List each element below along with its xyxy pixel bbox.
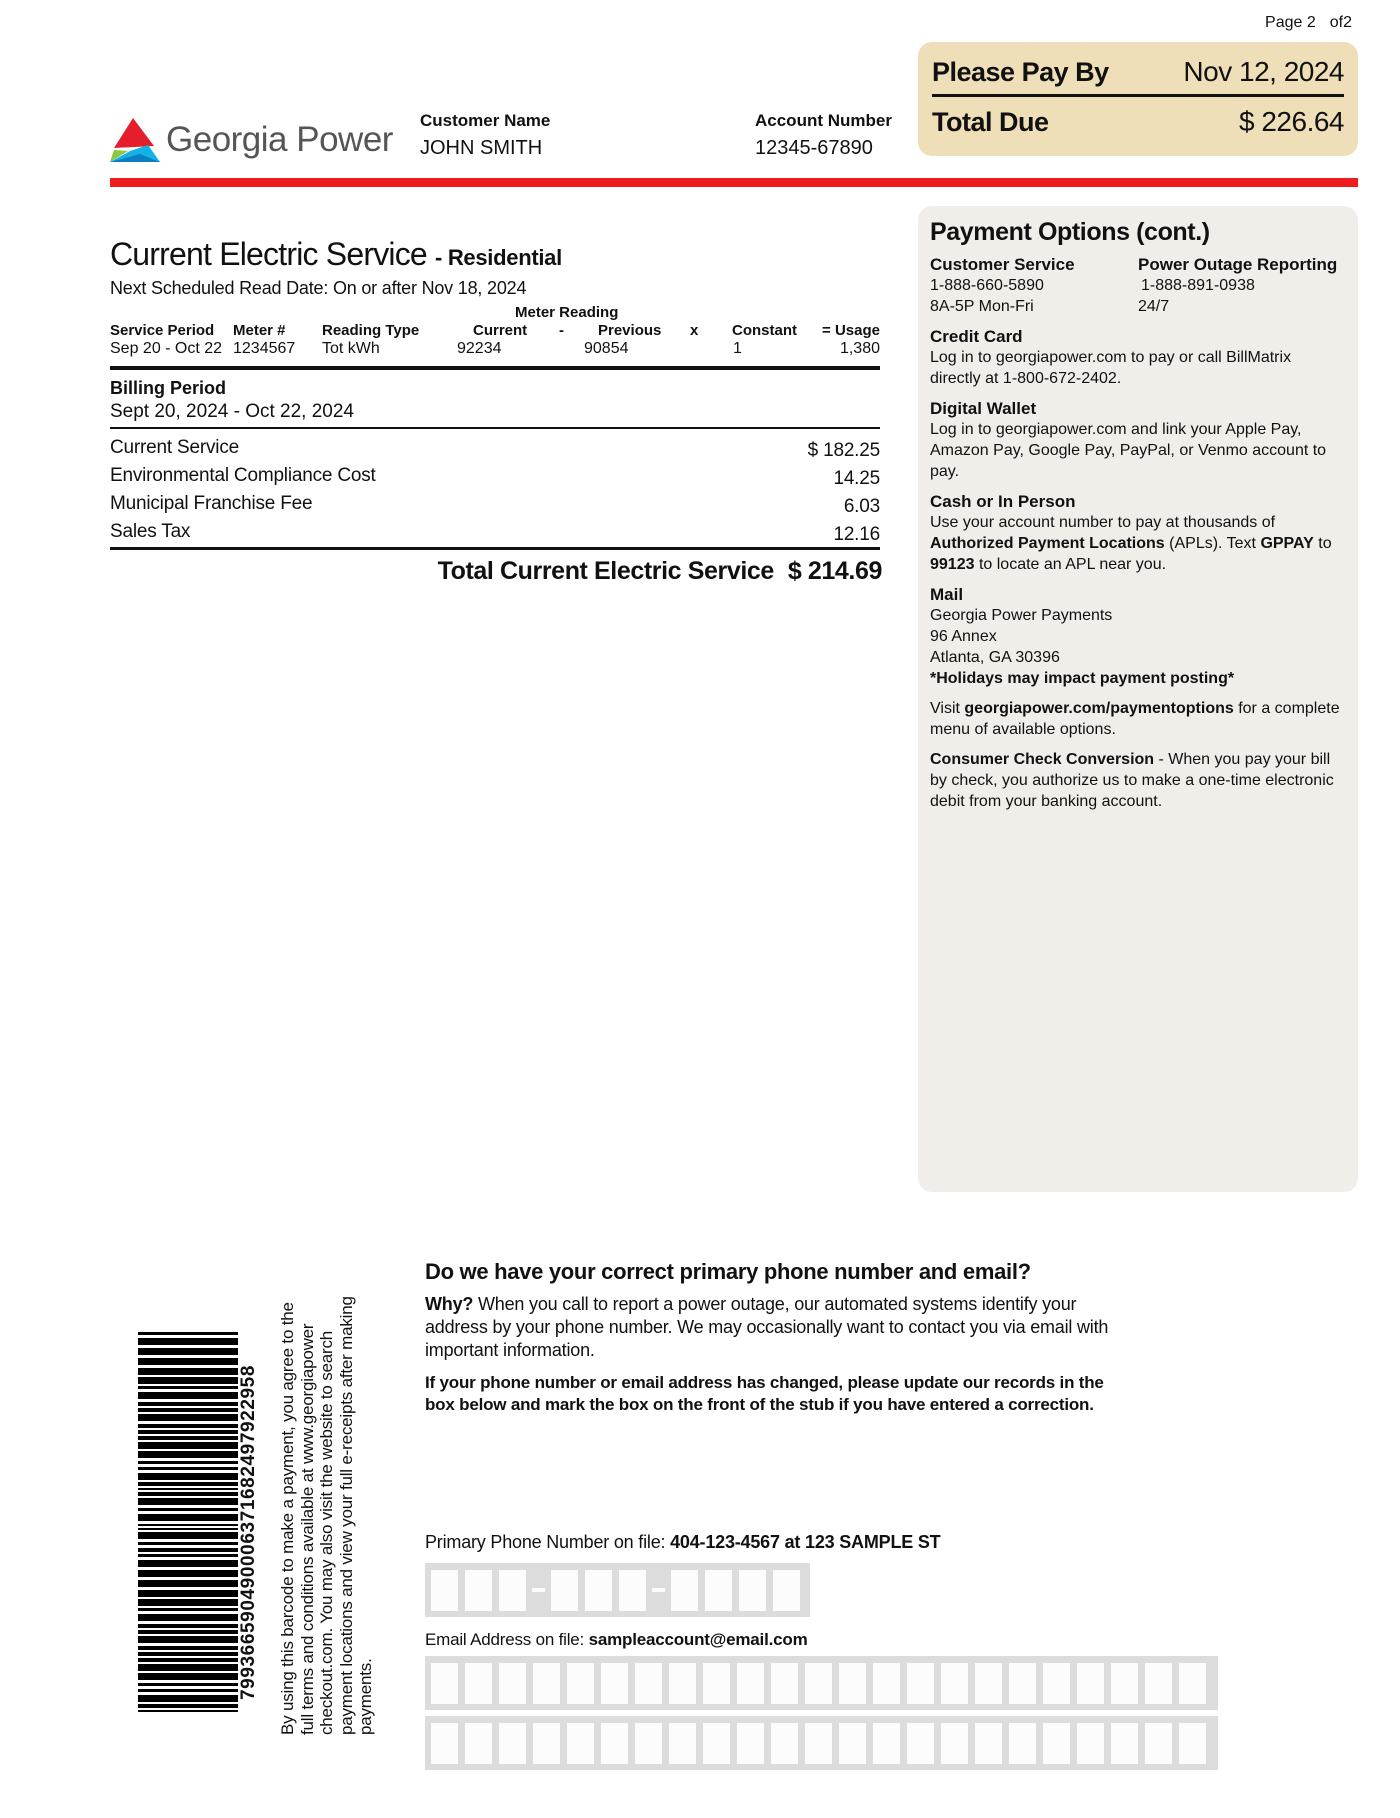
email-char-cell[interactable] — [499, 1723, 526, 1764]
customer-name-label: Customer Name — [420, 111, 551, 130]
barcode-bar — [138, 1424, 238, 1428]
outage-phone: 1-888-891-0938 — [1141, 277, 1255, 294]
mail-heading: Mail — [930, 585, 964, 604]
account-number: 12345-67890 — [755, 137, 873, 159]
barcode-bar — [138, 1436, 238, 1440]
barcode-bar — [138, 1386, 238, 1389]
total-due-label: Total Due — [932, 107, 1049, 137]
barcode-bar — [138, 1508, 238, 1511]
total-due-row — [932, 106, 1344, 138]
charge-label: Environmental Compliance Cost — [110, 465, 376, 486]
charge-amount: $ 182.25 — [807, 440, 880, 461]
text-shortcode: 99123 — [930, 556, 975, 573]
barcode-bar — [138, 1599, 238, 1606]
charge-row — [110, 465, 880, 493]
barcode-bar — [138, 1689, 238, 1692]
credit-card-heading: Credit Card — [930, 327, 1023, 346]
email-char-cell[interactable] — [941, 1663, 968, 1704]
barcode-bar — [138, 1608, 238, 1611]
col-header-previous: Previous — [598, 322, 662, 339]
text-keyword: GPPAY — [1260, 535, 1314, 552]
email-entry-boxes-row-1[interactable] — [425, 1656, 1218, 1710]
email-char-cell[interactable] — [533, 1663, 560, 1704]
phone-digit-cell[interactable] — [585, 1570, 612, 1611]
credit-card-block — [930, 326, 1346, 389]
barcode-bar — [138, 1482, 238, 1486]
barcode-bar — [138, 1624, 238, 1628]
email-char-cell[interactable] — [975, 1663, 1002, 1704]
email-char-cell[interactable] — [1145, 1663, 1172, 1704]
phone-label: Primary Phone Number on file: — [425, 1532, 671, 1552]
meter-table-rule — [110, 366, 880, 370]
barcode-bar — [138, 1348, 238, 1355]
credit-card-text: Log in to georgiapower.com to pay or call BillMatrix directly at 1-800-672-2402. — [930, 349, 1292, 387]
phone-digit-cell[interactable] — [671, 1570, 698, 1611]
outage-hours: 24/7 — [1138, 298, 1170, 315]
cell-service-period: Sep 20 - Oct 22 — [110, 340, 223, 357]
payment-barcode — [138, 1332, 238, 1717]
email-char-cell[interactable] — [1145, 1723, 1172, 1764]
barcode-bar — [138, 1695, 238, 1702]
georgia-power-logo — [110, 118, 393, 162]
email-on-file — [425, 1630, 807, 1650]
barcode-bar — [138, 1377, 238, 1384]
email-char-cell[interactable] — [737, 1723, 764, 1764]
email-entry-boxes-row-2[interactable] — [425, 1716, 1218, 1770]
charge-label: Municipal Franchise Fee — [110, 493, 313, 514]
barcode-bar — [138, 1683, 238, 1686]
email-char-cell[interactable] — [805, 1723, 832, 1764]
contact-update-note: If your phone number or email address has changed, please update our records in the box below and mark the box on the front of the stub if you have entered a correction. — [425, 1373, 1104, 1414]
phone-digit-cell[interactable] — [773, 1570, 800, 1611]
charge-label: Current Service — [110, 437, 239, 458]
barcode-bar — [138, 1532, 238, 1539]
pay-by-date: Nov 12, 2024 — [1183, 56, 1344, 87]
phone-digit-cell[interactable] — [465, 1570, 492, 1611]
page-total: of2 — [1329, 14, 1352, 31]
total-due-amount: $ 226.64 — [1239, 106, 1344, 137]
email-char-cell[interactable] — [669, 1723, 696, 1764]
authorized-locations: Authorized Payment Locations — [930, 535, 1165, 552]
col-header-minus: - — [559, 322, 564, 339]
email-char-cell[interactable] — [975, 1723, 1002, 1764]
payment-options-link[interactable]: georgiapower.com/paymentoptions — [964, 700, 1234, 717]
phone-digit-cell[interactable] — [431, 1570, 458, 1611]
amount-due-box — [918, 42, 1358, 156]
service-title: Current Electric Service - Residential — [110, 236, 562, 272]
barcode-bar — [138, 1560, 238, 1567]
email-char-cell[interactable] — [703, 1723, 730, 1764]
barcode-bar — [138, 1392, 238, 1399]
billing-period-label: Billing Period — [110, 378, 227, 398]
email-char-cell[interactable] — [431, 1723, 458, 1764]
mail-block — [930, 584, 1346, 689]
email-char-cell[interactable] — [1111, 1663, 1138, 1704]
barcode-bar — [138, 1590, 238, 1597]
barcode-bar — [138, 1442, 238, 1449]
service-total-label: Total Current Electric Service — [437, 557, 774, 585]
email-char-cell[interactable] — [907, 1663, 934, 1704]
barcode-bar — [138, 1451, 238, 1458]
barcode-number: 799366590490006371682497922958 — [238, 1364, 259, 1700]
service-type: Residential — [447, 245, 562, 270]
page-indicator — [1265, 14, 1352, 32]
phone-on-file — [425, 1532, 940, 1553]
col-header-times: x — [690, 322, 699, 339]
barcode-bar — [138, 1636, 238, 1643]
cash-block — [930, 491, 1346, 575]
email-label: Email Address on file: — [425, 1630, 589, 1649]
contact-numbers — [930, 254, 1346, 317]
outage-heading: Power Outage Reporting — [1138, 255, 1338, 274]
barcode-bar — [138, 1467, 238, 1470]
customer-service-block — [930, 254, 1138, 317]
barcode-bar — [138, 1498, 238, 1505]
logo-text: Georgia Power — [166, 120, 393, 159]
barcode-bar — [138, 1570, 238, 1577]
email-char-cell[interactable] — [635, 1723, 662, 1764]
email-char-cell[interactable] — [771, 1723, 798, 1764]
charge-amount: 14.25 — [833, 468, 880, 489]
service-total — [110, 557, 882, 586]
cell-usage: 1,380 — [839, 340, 880, 357]
phone-digit-cell[interactable] — [619, 1570, 646, 1611]
email-char-cell[interactable] — [1043, 1663, 1070, 1704]
email-char-cell[interactable] — [601, 1663, 628, 1704]
barcode-bar — [138, 1630, 238, 1634]
phone-digit-cell[interactable] — [551, 1570, 578, 1611]
digital-wallet-text: Log in to georgiapower.com and link your Apple Pay, Amazon Pay, Google Pay, PayPal, or Venmo account to pay. — [930, 421, 1327, 480]
phone-digit-cell[interactable] — [499, 1570, 526, 1611]
barcode-bar — [138, 1528, 238, 1530]
email-value: sampleaccount@email.com — [588, 1630, 808, 1649]
customer-service-phone: 1-888-660-5890 — [930, 277, 1044, 294]
email-char-cell[interactable] — [465, 1663, 492, 1704]
page-number: Page 2 — [1265, 14, 1316, 31]
header-divider — [110, 178, 1358, 187]
barcode-bar — [138, 1368, 238, 1375]
email-char-cell[interactable] — [635, 1663, 662, 1704]
charge-label: Sales Tax — [110, 521, 191, 542]
cell-previous: 90854 — [584, 340, 629, 357]
service-title-text: Current Electric Service — [110, 236, 427, 272]
email-char-cell[interactable] — [1043, 1723, 1070, 1764]
barcode-bar — [138, 1492, 238, 1496]
email-char-cell[interactable] — [499, 1663, 526, 1704]
charge-amount: 6.03 — [843, 496, 880, 517]
barcode-bar — [138, 1542, 238, 1545]
mail-line: Georgia Power Payments — [930, 607, 1113, 624]
email-char-cell[interactable] — [1077, 1663, 1104, 1704]
charge-row — [110, 437, 880, 465]
email-char-cell[interactable] — [567, 1723, 594, 1764]
phone-digit-cell[interactable] — [739, 1570, 766, 1611]
email-char-cell[interactable] — [873, 1723, 900, 1764]
email-char-cell[interactable] — [431, 1663, 458, 1704]
charges-list — [110, 437, 880, 549]
meter-reading-caption: Meter Reading — [515, 304, 619, 321]
charge-amount: 12.16 — [833, 524, 880, 545]
barcode-bar — [138, 1338, 238, 1345]
cash-text-3: to — [1313, 535, 1332, 552]
payment-options-panel — [918, 206, 1358, 1192]
charge-row — [110, 493, 880, 521]
col-header-service-period: Service Period — [110, 322, 215, 339]
billing-period: Sept 20, 2024 - Oct 22, 2024 — [110, 401, 355, 422]
email-char-cell[interactable] — [533, 1723, 560, 1764]
phone-dash-separator — [652, 1588, 665, 1592]
barcode-bar — [138, 1652, 238, 1656]
customer-service-heading: Customer Service — [930, 255, 1075, 274]
triangle-logo-icon — [110, 118, 160, 162]
email-char-cell[interactable] — [601, 1723, 628, 1764]
email-char-cell[interactable] — [839, 1663, 866, 1704]
why-label: Why? — [425, 1294, 474, 1314]
barcode-bar — [138, 1664, 238, 1671]
barcode-bar — [138, 1580, 238, 1587]
col-header-usage: = Usage — [822, 322, 880, 339]
col-header-current: Current — [473, 322, 528, 339]
col-header-reading-type: Reading Type — [322, 322, 420, 339]
contact-update-title: Do we have your correct primary phone number and email? — [425, 1259, 1031, 1284]
barcode-bar — [138, 1408, 238, 1412]
barcode-bar — [138, 1473, 238, 1480]
email-char-cell[interactable] — [941, 1723, 968, 1764]
phone-value: 404-123-4567 at 123 SAMPLE ST — [670, 1532, 941, 1552]
mail-line: 96 Annex — [930, 628, 997, 645]
pay-by-row — [932, 56, 1344, 97]
email-char-cell[interactable] — [873, 1663, 900, 1704]
email-char-cell[interactable] — [771, 1663, 798, 1704]
pay-by-label: Please Pay By — [932, 57, 1109, 87]
phone-entry-boxes[interactable] — [425, 1563, 810, 1617]
visit-block — [930, 698, 1346, 740]
mail-line: Atlanta, GA 30396 — [930, 649, 1060, 666]
check-conversion-text: - When you pay your bill by check, you authorize us to make a one-time electronic debit from your banking account. — [930, 751, 1334, 810]
billing-period-rule — [110, 427, 880, 429]
cash-heading: Cash or In Person — [930, 492, 1076, 511]
account-number-block — [755, 111, 892, 160]
charge-row — [110, 521, 880, 549]
check-conversion-block — [930, 749, 1346, 812]
barcode-bar — [138, 1554, 238, 1557]
barcode-bar — [138, 1402, 238, 1406]
cash-text — [930, 512, 1346, 575]
barcode-bar — [138, 1710, 238, 1712]
customer-name-block — [420, 111, 550, 160]
cash-text-1: Use your account number to pay at thousands of — [930, 514, 1276, 531]
cell-constant: 1 — [733, 340, 742, 357]
phone-dash-separator — [532, 1588, 545, 1592]
email-char-cell[interactable] — [805, 1663, 832, 1704]
barcode-bar — [138, 1548, 238, 1552]
visit-text-2: for a complete menu of available options. — [930, 700, 1340, 738]
barcode-bar — [138, 1488, 238, 1490]
cash-text-4: to locate an APL near you. — [974, 556, 1167, 573]
charges-rule — [110, 547, 880, 550]
holiday-note: *Holidays may impact payment posting* — [930, 670, 1235, 687]
digital-wallet-heading: Digital Wallet — [930, 399, 1037, 418]
barcode-bar — [138, 1514, 238, 1521]
email-char-cell[interactable] — [1009, 1723, 1036, 1764]
email-char-cell[interactable] — [567, 1663, 594, 1704]
phone-digit-cell[interactable] — [705, 1570, 732, 1611]
barcode-bar — [138, 1414, 238, 1421]
cash-text-2: (APLs). Text — [1164, 535, 1261, 552]
cell-meter: 1234567 — [233, 340, 296, 357]
email-char-cell[interactable] — [1111, 1723, 1138, 1764]
customer-service-hours: 8A-5P Mon-Fri — [930, 298, 1034, 315]
email-char-cell[interactable] — [737, 1663, 764, 1704]
col-header-meter: Meter # — [233, 322, 286, 339]
email-char-cell[interactable] — [839, 1723, 866, 1764]
barcode-bar — [138, 1614, 238, 1621]
check-conversion-heading: Consumer Check Conversion — [930, 751, 1155, 768]
barcode-bar — [138, 1461, 238, 1464]
email-char-cell[interactable] — [1179, 1723, 1206, 1764]
why-text: When you call to report a power outage, our automated systems identify your address by your phone number. We may occasionally want to contact you via email with important information. — [425, 1294, 1109, 1360]
cell-reading-type: Tot kWh — [322, 340, 380, 357]
email-char-cell[interactable] — [669, 1663, 696, 1704]
email-char-cell[interactable] — [907, 1723, 934, 1764]
barcode-bar — [138, 1673, 238, 1680]
payment-options-title: Payment Options (cont.) — [930, 218, 1210, 246]
barcode-bar — [138, 1358, 238, 1365]
barcode-bar — [138, 1646, 238, 1650]
email-char-cell[interactable] — [1179, 1663, 1206, 1704]
barcode-bar — [138, 1430, 238, 1434]
barcode-bar — [138, 1332, 238, 1335]
contact-why — [425, 1293, 1125, 1362]
next-read-date: Next Scheduled Read Date: On or after Nov 18, 2024 — [110, 278, 527, 298]
digital-wallet-block — [930, 398, 1346, 482]
email-char-cell[interactable] — [1009, 1663, 1036, 1704]
barcode-bar — [138, 1704, 238, 1708]
barcode-legal-text: By using this barcode to make a payment, you agree to the full terms and conditions available at www.georgiapower checkout.com. You may also visit the website to search payment locations and view your full e-receipts after making payments. — [278, 1296, 375, 1735]
email-char-cell[interactable] — [1077, 1723, 1104, 1764]
account-number-label: Account Number — [755, 111, 892, 130]
service-total-amount: $ 214.69 — [787, 557, 882, 585]
col-header-constant: Constant — [732, 322, 797, 339]
email-char-cell[interactable] — [703, 1663, 730, 1704]
cell-current: 92234 — [457, 340, 502, 357]
barcode-bar — [138, 1524, 238, 1526]
email-char-cell[interactable] — [465, 1723, 492, 1764]
visit-text-1: Visit — [930, 700, 965, 717]
customer-name: JOHN SMITH — [420, 137, 543, 159]
barcode-bar — [138, 1658, 238, 1662]
outage-block — [1138, 254, 1346, 317]
